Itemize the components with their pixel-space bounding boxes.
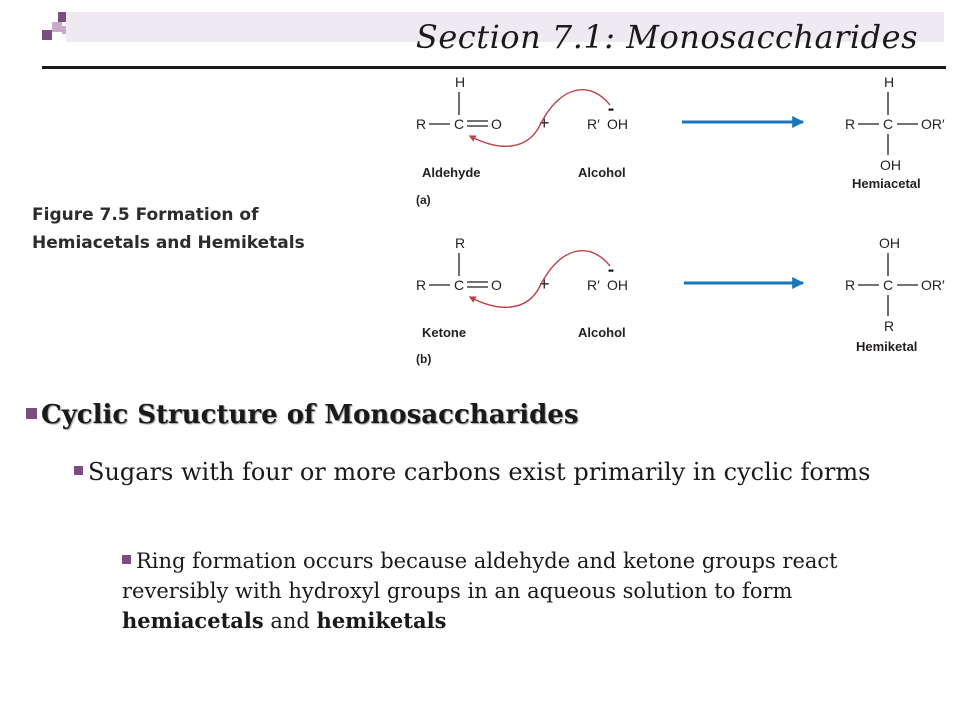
- a-lone-pair: ••: [608, 105, 614, 116]
- b-reactant2-label: Alcohol: [578, 325, 626, 340]
- a-product-r: R: [845, 116, 856, 132]
- a-atom-o: O: [491, 116, 502, 132]
- b-lone-pair: ••: [608, 266, 614, 277]
- bullet-heading-text: Cyclic Structure of Monosaccharides: [41, 400, 579, 430]
- bullet-heading: [26, 400, 926, 430]
- page-title: Section 7.1: Monosaccharides: [415, 18, 918, 56]
- a-oh: OH: [607, 116, 628, 132]
- a-product-label: Hemiacetal: [852, 176, 921, 191]
- term-hemiketals: hemiketals: [316, 608, 447, 633]
- bullet-sub-2-text: Ring formation occurs because aldehyde and ketone groups react reversibly with hydroxyl groups in an aqueous solution to form: [122, 549, 838, 603]
- a-plus: +: [539, 113, 550, 133]
- panel-a: [416, 74, 945, 207]
- b-substituent-top: R: [455, 235, 466, 251]
- b-product-bottom: R: [884, 318, 895, 334]
- a-panel-label: (a): [416, 193, 431, 207]
- caption-line-1: Figure 7.5 Formation of: [32, 205, 259, 225]
- a-product-top: H: [884, 74, 895, 90]
- b-product-or-prime: OR′: [921, 277, 945, 293]
- b-product-c: C: [883, 277, 894, 293]
- bullet-square-icon: [74, 466, 83, 475]
- title-bar: [66, 12, 944, 56]
- bullet-square-icon: [26, 408, 37, 419]
- figure-caption: [32, 201, 362, 257]
- b-panel-label: (b): [416, 352, 432, 366]
- b-product-top: OH: [879, 235, 900, 251]
- term-hemiacetals: hemiacetals: [122, 608, 264, 633]
- panel-b: [416, 235, 945, 366]
- b-plus: +: [539, 274, 550, 294]
- bullet-sub-1-text: Sugars with four or more carbons exist primarily in cyclic forms: [88, 458, 871, 486]
- reaction-diagram: [400, 70, 950, 380]
- a-atom-r: R: [416, 116, 427, 132]
- bullet-square-icon: [122, 555, 131, 564]
- bullet-sub-1: [74, 456, 924, 489]
- logo-square-dark-2: [42, 30, 52, 40]
- a-substituent-top: H: [455, 74, 466, 90]
- b-atom-c: C: [454, 277, 465, 293]
- a-r-prime: R′: [587, 116, 600, 132]
- a-reactant2-label: Alcohol: [578, 165, 626, 180]
- b-product-r: R: [845, 277, 856, 293]
- b-atom-r: R: [416, 277, 427, 293]
- bullet-sub-2-and: and: [263, 609, 317, 633]
- a-product-c: C: [883, 116, 894, 132]
- a-reactant1-label: Aldehyde: [422, 165, 481, 180]
- a-atom-c: C: [454, 116, 465, 132]
- bullet-sub-2: [122, 546, 922, 636]
- a-product-bottom: OH: [880, 157, 901, 173]
- b-product-label: Hemiketal: [856, 339, 918, 354]
- b-atom-o: O: [491, 277, 502, 293]
- b-oh: OH: [607, 277, 628, 293]
- header-rule: [42, 66, 946, 69]
- caption-line-2: Hemiacetals and Hemiketals: [32, 233, 305, 253]
- logo-square-light-1: [52, 22, 62, 32]
- b-reactant1-label: Ketone: [422, 325, 467, 340]
- b-r-prime: R′: [587, 277, 600, 293]
- a-product-or-prime: OR′: [921, 116, 945, 132]
